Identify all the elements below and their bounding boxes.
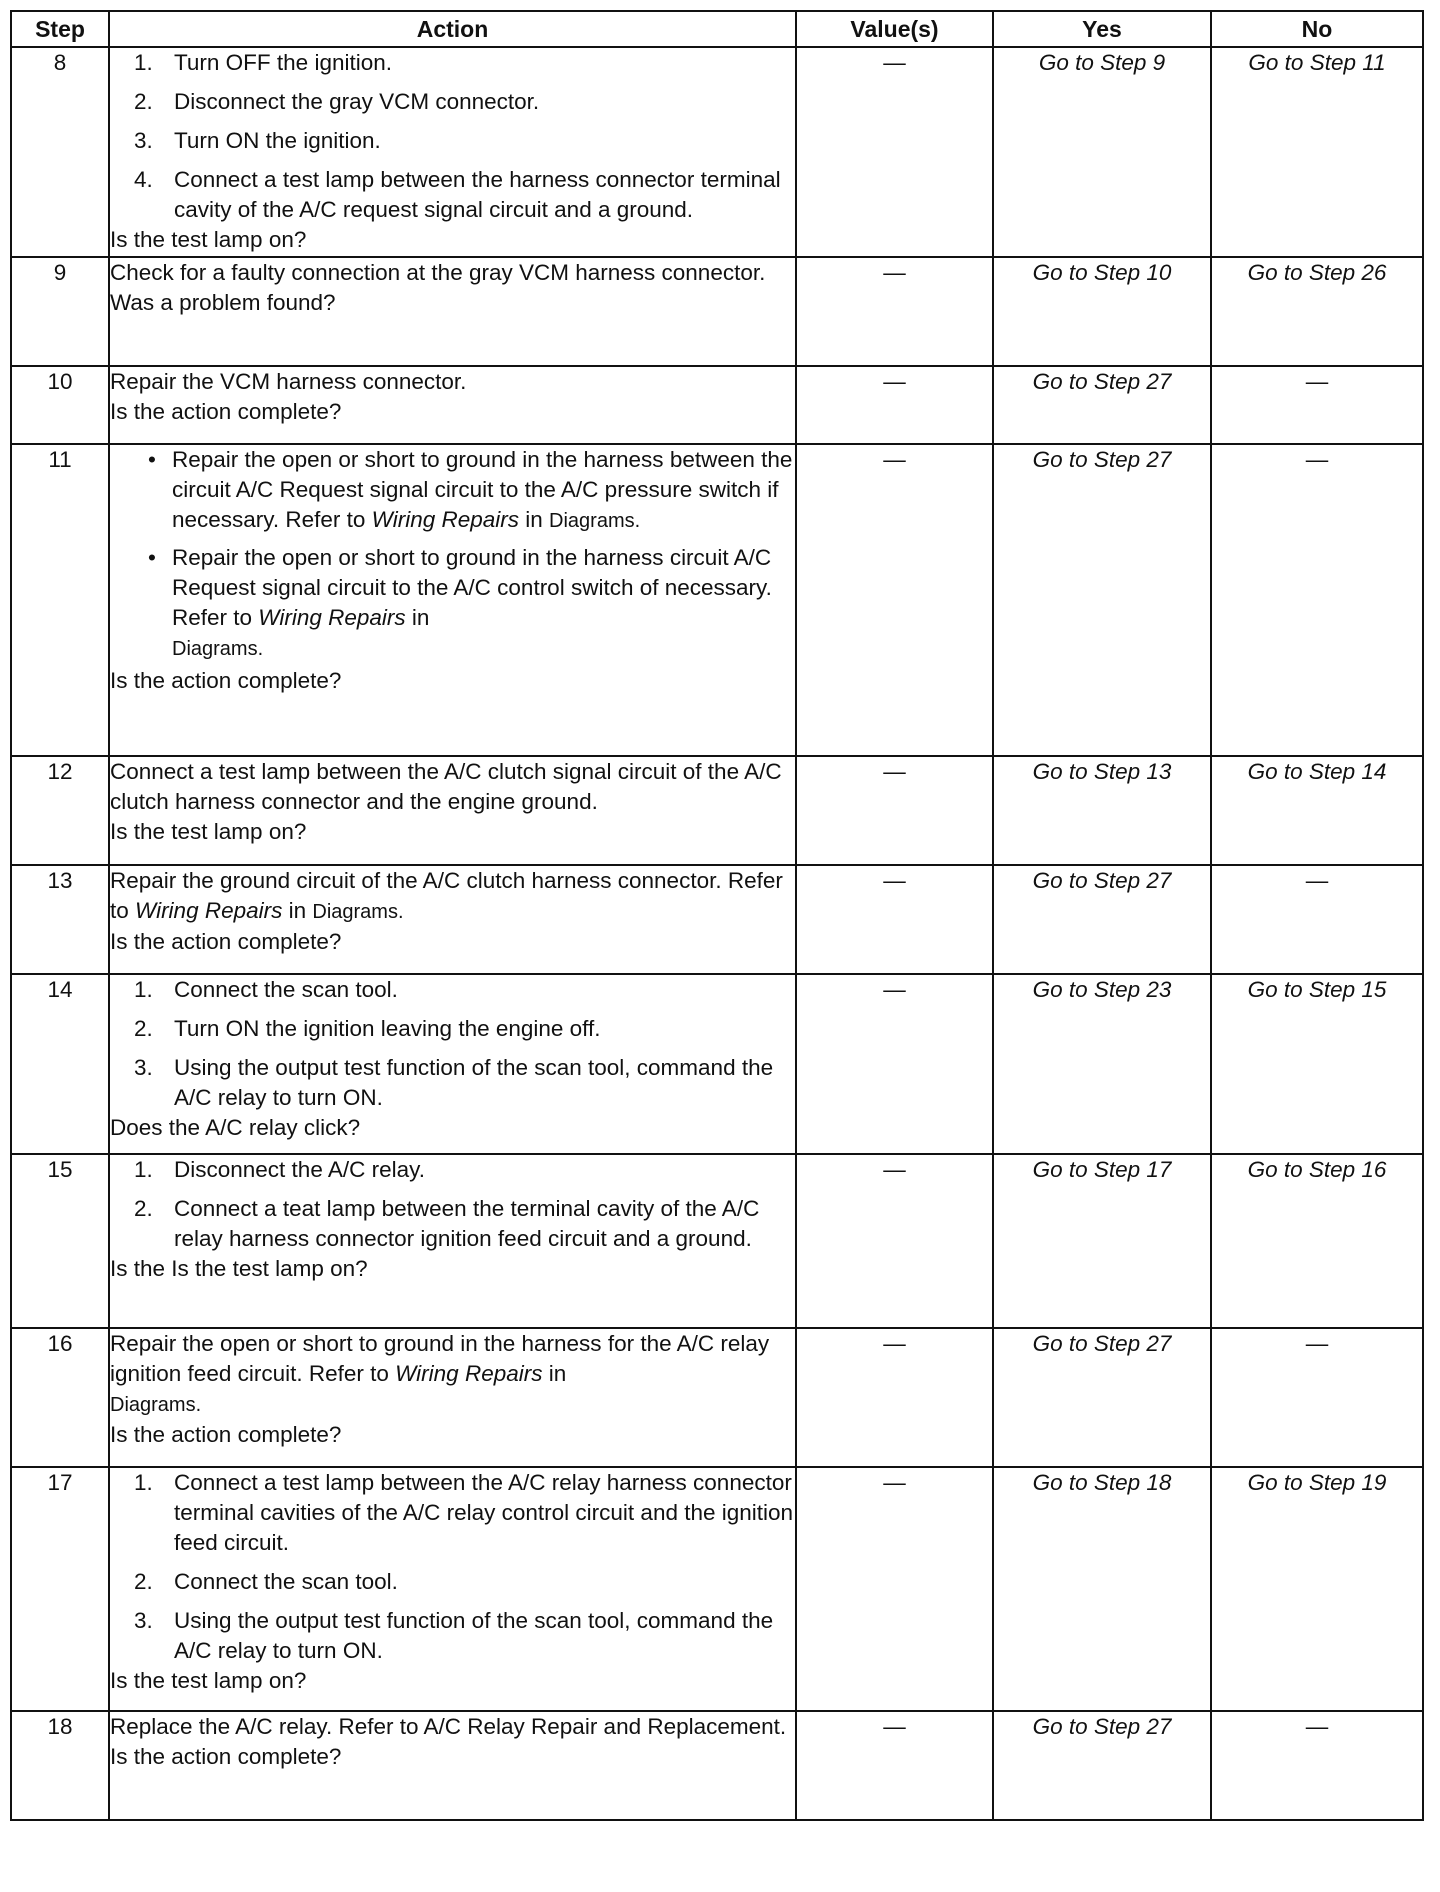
- step-number: 14: [11, 974, 109, 1154]
- step-number: 13: [11, 865, 109, 974]
- action-cell: [109, 366, 796, 444]
- list-item: [110, 1014, 795, 1044]
- numbered-list: [110, 48, 795, 225]
- list-item: [110, 1194, 795, 1254]
- action-text: [110, 866, 795, 927]
- list-item: [110, 445, 795, 536]
- item-number: 4.: [134, 167, 153, 192]
- list-item: [110, 165, 795, 225]
- value-cell: —: [796, 865, 993, 974]
- yes-link[interactable]: Go to Step 27: [993, 1328, 1211, 1467]
- yes-link[interactable]: Go to Step 23: [993, 974, 1211, 1154]
- no-link: —: [1211, 1711, 1423, 1820]
- bullet-icon: •: [148, 447, 156, 472]
- no-link: —: [1211, 1328, 1423, 1467]
- value-cell: —: [796, 1328, 993, 1467]
- item-number: 1.: [134, 1470, 153, 1495]
- action-text-part: in: [282, 898, 313, 923]
- item-text: Repair the open or short to ground in the harness circuit A/C Request signal circuit to the A/C control switch of necessary. Refer to: [172, 545, 772, 630]
- numbered-list: [110, 1155, 795, 1254]
- action-cell: [109, 865, 796, 974]
- action-cell: [109, 47, 796, 257]
- value-cell: —: [796, 974, 993, 1154]
- value-cell: —: [796, 1711, 993, 1820]
- bullet-list: [110, 445, 795, 664]
- step-number: 9: [11, 257, 109, 366]
- question-text: Is the test lamp on?: [110, 227, 307, 252]
- table-row: [11, 257, 1423, 366]
- item-text: in: [405, 605, 430, 630]
- item-number: 1.: [134, 50, 153, 75]
- no-link[interactable]: Go to Step 16: [1211, 1154, 1423, 1328]
- action-cell: [109, 444, 796, 756]
- diagnostic-table: [10, 10, 1424, 1821]
- link-ref: Wiring Repairs: [258, 605, 406, 630]
- item-text: Connect a test lamp between the harness connector terminal cavity of the A/C request signal circuit and a ground.: [174, 167, 781, 222]
- item-number: 2.: [134, 1569, 153, 1594]
- yes-link[interactable]: Go to Step 27: [993, 366, 1211, 444]
- value-cell: —: [796, 1467, 993, 1711]
- action-cell: [109, 1467, 796, 1711]
- step-number: 15: [11, 1154, 109, 1328]
- item-number: 3.: [134, 1608, 153, 1633]
- item-text: Disconnect the gray VCM connector.: [174, 89, 540, 114]
- question-text: Is the action complete?: [110, 1422, 342, 1447]
- yes-link[interactable]: Go to Step 27: [993, 444, 1211, 756]
- header-values: Value(s): [796, 11, 993, 47]
- item-text: Connect a teat lamp between the terminal cavity of the A/C relay harness connector ignition feed circuit and a ground.: [174, 1196, 760, 1251]
- action-text: Connect a test lamp between the A/C clutch signal circuit of the A/C clutch harness connector and the engine ground.: [110, 759, 782, 814]
- value-cell: —: [796, 756, 993, 865]
- action-cell: [109, 1328, 796, 1467]
- action-cell: [109, 1154, 796, 1328]
- question-text: Is the action complete?: [110, 1744, 342, 1769]
- yes-link[interactable]: Go to Step 9: [993, 47, 1211, 257]
- table-row: [11, 756, 1423, 865]
- item-number: 2.: [134, 1016, 153, 1041]
- list-item: [110, 1567, 795, 1597]
- action-cell: [109, 257, 796, 366]
- item-number: 3.: [134, 128, 153, 153]
- item-number: 2.: [134, 1196, 153, 1221]
- item-text: Disconnect the A/C relay.: [174, 1157, 425, 1182]
- item-text: Repair the open or short to ground in the harness between the circuit A/C Request signal circuit to the A/C pressure switch if necessary. Refer to: [172, 447, 793, 532]
- value-cell: —: [796, 366, 993, 444]
- action-cell: [109, 756, 796, 865]
- value-cell: —: [796, 47, 993, 257]
- step-number: 16: [11, 1328, 109, 1467]
- question-text: Is the action complete?: [110, 929, 342, 954]
- header-step: Step: [11, 11, 109, 47]
- item-text: Turn OFF the ignition.: [174, 50, 393, 75]
- table-row: [11, 865, 1423, 974]
- yes-link[interactable]: Go to Step 17: [993, 1154, 1211, 1328]
- yes-link[interactable]: Go to Step 18: [993, 1467, 1211, 1711]
- table-row: [11, 1154, 1423, 1328]
- item-text: Connect the scan tool.: [174, 1569, 398, 1594]
- action-cell: [109, 1711, 796, 1820]
- table-row: [11, 1467, 1423, 1711]
- bullet-icon: •: [148, 545, 156, 570]
- no-link: —: [1211, 865, 1423, 974]
- table-row: [11, 974, 1423, 1154]
- action-text-part: in: [542, 1361, 567, 1386]
- numbered-list: [110, 1468, 795, 1666]
- action-text-part: Diagrams.: [312, 901, 404, 923]
- item-text: Using the output test function of the scan tool, command the A/C relay to turn ON.: [174, 1055, 774, 1110]
- link-ref: Wiring Repairs: [371, 507, 520, 532]
- no-link[interactable]: Go to Step 26: [1211, 257, 1423, 366]
- item-text: Turn ON the ignition leaving the engine off.: [174, 1016, 601, 1041]
- no-link: —: [1211, 444, 1423, 756]
- link-ref: Wiring Repairs: [395, 1361, 543, 1386]
- yes-link[interactable]: Go to Step 13: [993, 756, 1211, 865]
- item-text: Connect the scan tool.: [174, 977, 398, 1002]
- action-text-part: Repair the ground circuit of the A/C clutch harness connector. Refer to: [110, 868, 783, 923]
- table-row: [11, 1328, 1423, 1467]
- value-cell: —: [796, 1154, 993, 1328]
- item-text: Turn ON the ignition.: [174, 128, 381, 153]
- question-text: Does the A/C relay click?: [110, 1115, 361, 1140]
- action-text: Repair the VCM harness connector.: [110, 369, 467, 394]
- table-row: [11, 444, 1423, 756]
- action-text-part: Repair the open or short to ground in the harness for the A/C relay ignition feed circuit. Refer to: [110, 1331, 770, 1386]
- item-text: Using the output test function of the scan tool, command the A/C relay to turn ON.: [174, 1608, 774, 1663]
- action-text: [110, 1329, 795, 1420]
- no-link[interactable]: Go to Step 14: [1211, 756, 1423, 865]
- item-number: 3.: [134, 1055, 153, 1080]
- header-yes: Yes: [993, 11, 1211, 47]
- no-link[interactable]: Go to Step 15: [1211, 974, 1423, 1154]
- list-item: [110, 543, 795, 664]
- step-number: 10: [11, 366, 109, 444]
- list-item: [110, 1155, 795, 1185]
- question-text: Is the action complete?: [110, 668, 342, 693]
- table-row: [11, 366, 1423, 444]
- action-cell: [109, 974, 796, 1154]
- question-text: Was a problem found?: [110, 290, 336, 315]
- yes-link[interactable]: Go to Step 10: [993, 257, 1211, 366]
- step-number: 11: [11, 444, 109, 756]
- header-action: Action: [109, 11, 796, 47]
- item-text: Connect a test lamp between the A/C relay harness connector terminal cavities of the A/C relay control circuit and the ignition feed circuit.: [174, 1470, 794, 1555]
- action-text: Replace the A/C relay. Refer to A/C Relay Repair and Replacement.: [110, 1714, 787, 1739]
- question-text: Is the action complete?: [110, 399, 342, 424]
- no-link[interactable]: Go to Step 19: [1211, 1467, 1423, 1711]
- item-number: 1.: [134, 1157, 153, 1182]
- step-number: 17: [11, 1467, 109, 1711]
- step-number: 8: [11, 47, 109, 257]
- list-item: [110, 1606, 795, 1666]
- list-item: [110, 126, 795, 156]
- item-number: 1.: [134, 977, 153, 1002]
- value-cell: —: [796, 257, 993, 366]
- list-item: [110, 48, 795, 78]
- table-row: [11, 1711, 1423, 1820]
- action-text-part: Diagrams.: [110, 1394, 202, 1416]
- no-link[interactable]: Go to Step 11: [1211, 47, 1423, 257]
- action-text: Check for a faulty connection at the gray VCM harness connector.: [110, 260, 766, 285]
- numbered-list: [110, 975, 795, 1113]
- question-text: Is the Is the test lamp on?: [110, 1256, 368, 1281]
- yes-link[interactable]: Go to Step 27: [993, 1711, 1211, 1820]
- step-number: 18: [11, 1711, 109, 1820]
- item-number: 2.: [134, 89, 153, 114]
- header-no: No: [1211, 11, 1423, 47]
- list-item: [110, 1468, 795, 1558]
- question-text: Is the test lamp on?: [110, 1668, 307, 1693]
- yes-link[interactable]: Go to Step 27: [993, 865, 1211, 974]
- item-text: Diagrams.: [549, 510, 641, 532]
- question-text: Is the test lamp on?: [110, 819, 307, 844]
- link-ref: Wiring Repairs: [135, 898, 283, 923]
- list-item: [110, 1053, 795, 1113]
- no-link: —: [1211, 366, 1423, 444]
- value-cell: —: [796, 444, 993, 756]
- item-text: in: [519, 507, 550, 532]
- header-row: [11, 11, 1423, 47]
- list-item: [110, 975, 795, 1005]
- item-text: Diagrams.: [172, 638, 264, 660]
- table-row: [11, 47, 1423, 257]
- list-item: [110, 87, 795, 117]
- step-number: 12: [11, 756, 109, 865]
